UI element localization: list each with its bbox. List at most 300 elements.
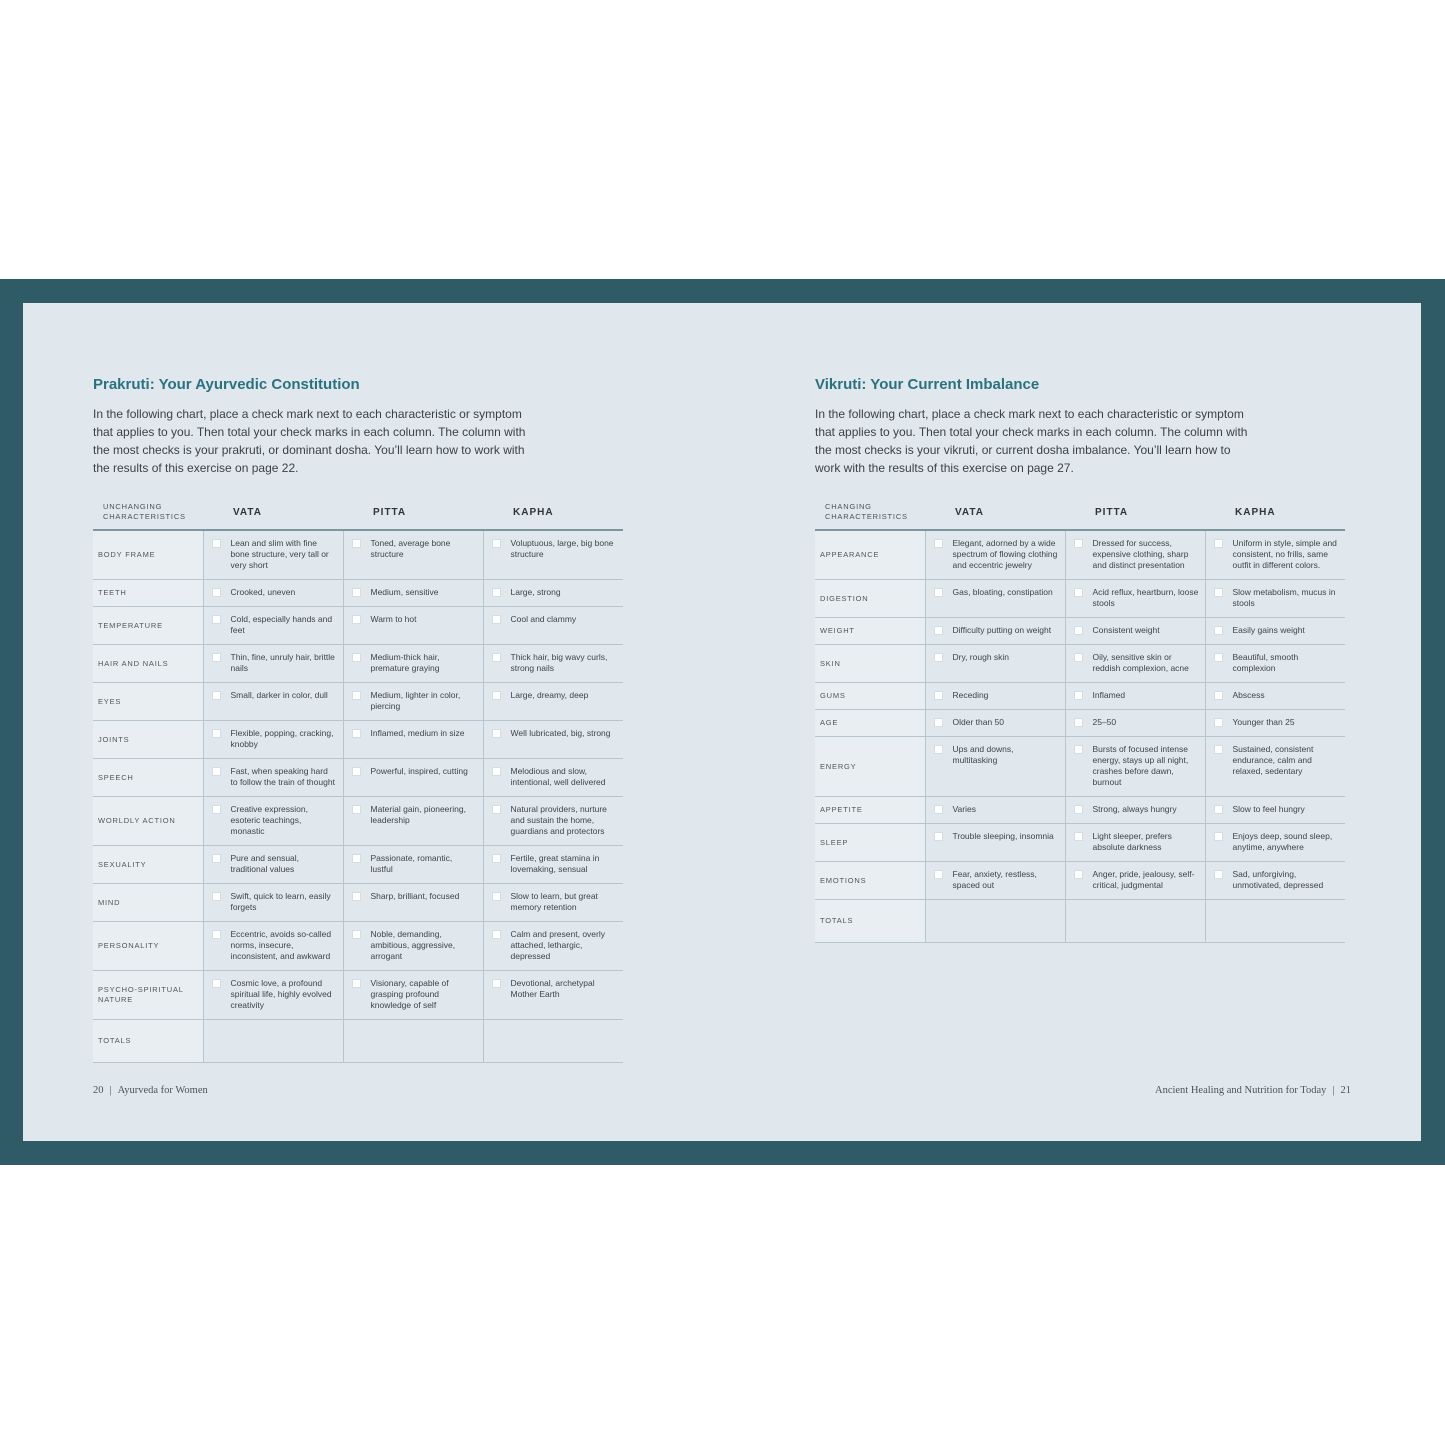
cell-vata [203,530,343,580]
characteristic-text: Inflamed, medium in size [370,728,465,738]
table-row [93,797,623,846]
cell-content [1074,538,1199,571]
characteristic-text: Creative expression, esoteric teachings, monastic [230,804,308,836]
cell-content [212,538,337,571]
table-row [815,618,1345,645]
cell-content [212,587,337,598]
table-body [815,530,1345,943]
table-row [815,683,1345,710]
checkbox[interactable] [352,767,361,776]
checkbox[interactable] [352,854,361,863]
checkbox[interactable] [352,805,361,814]
characteristic-text: Sustained, consistent endurance, calm and relaxed, sedentary [1232,744,1314,776]
checkbox[interactable] [352,691,361,700]
checkbox[interactable] [934,588,943,597]
column-header-kapha: KAPHA [1205,495,1345,530]
cell-kapha [1205,710,1345,737]
checkbox[interactable] [212,729,221,738]
cell-content [212,804,337,837]
checkbox[interactable] [492,979,501,988]
checkbox[interactable] [492,539,501,548]
page-number: 21 [1340,1085,1351,1096]
characteristic-text: Powerful, inspired, cutting [370,766,468,776]
cell-vata [925,797,1065,824]
row-label: APPEARANCE [815,530,925,580]
cell-pitta [343,645,483,683]
characteristic-text: Melodious and slow, intentional, well delivered [510,766,606,787]
cell-vata [925,824,1065,862]
row-label: TEMPERATURE [93,607,203,645]
cell-vata [925,618,1065,645]
characteristic-text: Thin, fine, unruly hair, brittle nails [230,652,335,673]
row-label: WEIGHT [815,618,925,645]
characteristic-text: Pure and sensual, traditional values [230,853,300,874]
cell-content [212,728,337,750]
checkbox[interactable] [1074,870,1083,879]
checkbox[interactable] [1214,718,1223,727]
characteristic-text: Acid reflux, heartburn, loose stools [1092,587,1199,608]
characteristic-text: Receding [952,690,989,700]
totals-row [93,1020,623,1063]
cell-pitta [343,922,483,971]
cell-content [934,869,1059,891]
cell-vata [925,862,1065,900]
cell-content [492,804,618,837]
intro-paragraph: In the following chart, place a check mark next to each characteristic or symptom that applies to you. Then total your check marks in each column. The column with the most checks is your prakruti, or dominant dosha. You’ll learn how to work with the results of this exercise on page 22. [93,407,526,475]
checkbox[interactable] [1214,653,1223,662]
cell-pitta [1065,530,1205,580]
checkbox[interactable] [212,854,221,863]
row-label: TEETH [93,580,203,607]
checkbox[interactable] [934,626,943,635]
checkbox[interactable] [1074,539,1083,548]
checkbox[interactable] [212,767,221,776]
checkbox[interactable] [1214,626,1223,635]
characteristic-text: Calm and present, overly attached, lethargic, depressed [510,929,605,961]
cell-content [1074,690,1199,701]
table-row [93,922,623,971]
cell-vata [203,846,343,884]
checkbox[interactable] [492,615,501,624]
totals-cell-pitta[interactable] [343,1020,483,1063]
checkbox[interactable] [1074,805,1083,814]
cell-content [212,891,337,913]
characteristic-text: Flexible, popping, cracking, knobby [230,728,334,749]
column-header-vata: VATA [203,495,343,530]
page-number: 20 [93,1085,104,1096]
cell-kapha [483,797,623,846]
characteristic-text: Eccentric, avoids so-called norms, insecure, inconsistent, and awkward [230,929,332,961]
cell-kapha [483,530,623,580]
checkbox[interactable] [1074,745,1083,754]
checkbox[interactable] [212,805,221,814]
characteristic-text: Fast, when speaking hard to follow the train of thought [230,766,335,787]
checkbox[interactable] [1214,691,1223,700]
row-label: BODY FRAME [93,530,203,580]
footer-separator: | [109,1085,112,1096]
checkbox[interactable] [352,588,361,597]
cell-vata [203,922,343,971]
checkbox[interactable] [492,767,501,776]
characteristic-text: Well lubricated, big, strong [510,728,611,738]
characteristic-text: Large, dreamy, deep [510,690,589,700]
checkbox[interactable] [212,930,221,939]
cell-content [1214,831,1340,853]
cell-content [1214,652,1340,674]
characteristic-text: Cosmic love, a profound spiritual life, highly evolved creativity [230,978,332,1010]
row-label: AGE [815,710,925,737]
checkbox[interactable] [934,870,943,879]
checkbox[interactable] [1074,691,1083,700]
row-label: EMOTIONS [815,862,925,900]
checkbox[interactable] [1074,718,1083,727]
row-label: MIND [93,884,203,922]
table-row [815,580,1345,618]
cell-content [352,978,477,1011]
characteristic-text: Gas, bloating, constipation [952,587,1053,597]
cell-content [934,625,1059,636]
characteristic-text: Bursts of focused intense energy, stays up all night, crashes before dawn, burnout [1092,744,1189,787]
checkbox[interactable] [934,805,943,814]
cell-content [1074,625,1199,636]
cell-content [492,766,618,788]
characteristic-text: Easily gains weight [1232,625,1305,635]
characteristic-text: Difficulty putting on weight [952,625,1052,635]
checkbox[interactable] [1074,653,1083,662]
cell-content [1074,869,1199,891]
cell-content [352,766,477,777]
cell-kapha [483,607,623,645]
checkbox[interactable] [492,854,501,863]
checkbox[interactable] [492,588,501,597]
table-row [93,884,623,922]
cell-vata [203,645,343,683]
totals-cell-pitta[interactable] [1065,900,1205,943]
row-label: SPEECH [93,759,203,797]
characteristic-text: Slow to feel hungry [1232,804,1305,814]
checkbox[interactable] [352,729,361,738]
cell-content [1214,538,1340,571]
cell-pitta [1065,737,1205,797]
table-header-row [815,495,1345,530]
left-page-footer [93,1085,208,1096]
cell-kapha [1205,824,1345,862]
characteristic-text: Beautiful, smooth complexion [1232,652,1299,673]
row-header-label: UNCHANGING CHARACTERISTICS [93,495,203,530]
cell-content [212,978,337,1011]
checkbox[interactable] [934,745,943,754]
table-row [93,645,623,683]
checkbox[interactable] [352,539,361,548]
characteristic-text: Enjoys deep, sound sleep, anytime, anywhere [1232,831,1333,852]
totals-row [815,900,1345,943]
totals-cell-vata[interactable] [203,1020,343,1063]
characteristic-text: Strong, always hungry [1092,804,1177,814]
checkbox[interactable] [212,691,221,700]
table-row [93,759,623,797]
footer-separator: | [1332,1085,1335,1096]
characteristic-text: Natural providers, nurture and sustain the home, guardians and protectors [510,804,607,836]
checkbox[interactable] [492,930,501,939]
table-row [815,797,1345,824]
totals-cell-vata[interactable] [925,900,1065,943]
cell-pitta [1065,797,1205,824]
cell-pitta [343,884,483,922]
cell-content [352,728,477,739]
checkbox[interactable] [1074,588,1083,597]
characteristic-text: Anger, pride, jealousy, self-critical, judgmental [1092,869,1195,890]
totals-label: TOTALS [815,900,925,943]
checkbox[interactable] [352,979,361,988]
cell-content [1074,652,1199,674]
cell-content [1214,690,1340,701]
characteristic-text: Slow metabolism, mucus in stools [1232,587,1336,608]
checkbox[interactable] [492,691,501,700]
cell-content [352,587,477,598]
cell-content [934,690,1059,701]
totals-cell-kapha[interactable] [1205,900,1345,943]
cell-kapha [483,759,623,797]
characteristic-text: Material gain, pioneering, leadership [370,804,466,825]
cell-kapha [1205,683,1345,710]
checkbox[interactable] [934,718,943,727]
table-row [815,862,1345,900]
checkbox[interactable] [1214,805,1223,814]
cell-kapha [483,846,623,884]
cell-kapha [483,683,623,721]
cell-content [1074,717,1199,728]
cell-content [492,929,618,962]
row-label: APPETITE [815,797,925,824]
cell-pitta [1065,618,1205,645]
column-header-pitta: PITTA [1065,495,1205,530]
cell-content [352,538,477,560]
book-spread [23,303,1421,1141]
cell-content [492,614,618,625]
cell-kapha [483,721,623,759]
characteristic-text: Slow to learn, but great memory retention [510,891,598,912]
row-label: SEXUALITY [93,846,203,884]
cell-content [934,717,1059,728]
cell-kapha [1205,645,1345,683]
characteristic-text: Elegant, adorned by a wide spectrum of flowing clothing and eccentric jewelry [952,538,1058,570]
cell-pitta [343,721,483,759]
checkbox[interactable] [352,892,361,901]
cell-content [352,853,477,875]
checkbox[interactable] [212,615,221,624]
checkbox[interactable] [352,615,361,624]
table-row [93,580,623,607]
table-header-row [93,495,623,530]
cell-kapha [1205,530,1345,580]
cell-pitta [343,971,483,1020]
characteristic-text: Voluptuous, large, big bone structure [510,538,614,559]
row-label: DIGESTION [815,580,925,618]
cell-content [1214,744,1340,777]
characteristic-text: Medium, lighter in color, piercing [370,690,461,711]
cell-kapha [483,884,623,922]
table-row [815,645,1345,683]
totals-cell-kapha[interactable] [483,1020,623,1063]
checkbox[interactable] [1214,870,1223,879]
cell-vata [203,884,343,922]
cell-vata [925,530,1065,580]
cell-pitta [343,797,483,846]
checkbox[interactable] [1214,539,1223,548]
table-row [93,721,623,759]
characteristic-text: Ups and downs, multitasking [952,744,1014,765]
characteristic-text: Medium, sensitive [370,587,439,597]
checkbox[interactable] [1074,832,1083,841]
checkbox[interactable] [212,892,221,901]
table-row [93,530,623,580]
cell-vata [925,683,1065,710]
row-header-label: CHANGING CHARACTERISTICS [815,495,925,530]
table-row [93,683,623,721]
characteristic-text: Dressed for success, expensive clothing, sharp and distinct presentation [1092,538,1189,570]
table-body [93,530,623,1063]
column-header-vata: VATA [925,495,1065,530]
cell-pitta [343,530,483,580]
cell-kapha [483,922,623,971]
cell-pitta [1065,824,1205,862]
cell-vata [203,797,343,846]
page-title: Prakruti: Your Ayurvedic Constitution [93,376,360,393]
cell-vata [203,759,343,797]
cell-pitta [343,683,483,721]
cell-content [352,614,477,625]
cell-kapha [1205,737,1345,797]
table-row [815,737,1345,797]
characteristic-text: Devotional, archetypal Mother Earth [510,978,595,999]
checkbox[interactable] [934,653,943,662]
cell-pitta [1065,710,1205,737]
characteristic-text: Oily, sensitive skin or reddish complexion, acne [1092,652,1189,673]
cell-kapha [483,645,623,683]
checkbox[interactable] [492,653,501,662]
checkbox[interactable] [934,539,943,548]
row-label: SLEEP [815,824,925,862]
cell-kapha [483,971,623,1020]
column-header-kapha: KAPHA [483,495,623,530]
row-label: HAIR AND NAILS [93,645,203,683]
cell-kapha [1205,862,1345,900]
cell-content [1074,804,1199,815]
cell-vata [203,607,343,645]
checkbox[interactable] [492,729,501,738]
checkbox[interactable] [1074,626,1083,635]
cell-vata [203,683,343,721]
cell-content [934,587,1059,598]
characteristic-text: Visionary, capable of grasping profound knowledge of self [370,978,449,1010]
characteristic-text: Passionate, romantic, lustful [370,853,453,874]
cell-vata [203,580,343,607]
characteristic-text: Abscess [1232,690,1265,700]
page-title: Vikruti: Your Current Imbalance [815,376,1040,393]
intro-paragraph: In the following chart, place a check mark next to each characteristic or symptom that applies to you. Then total your check marks in each column. The column with the most checks is your vikruti, or current dosha imbalance. You’ll learn how to work with the results of this exercise on page 27. [815,407,1248,475]
characteristic-text: Cold, especially hands and feet [230,614,333,635]
cell-content [934,652,1059,663]
characteristic-text: Fertile, great stamina in lovemaking, sensual [510,853,600,874]
cell-content [492,853,618,875]
cell-content [1214,869,1340,891]
characteristic-text: Dry, rough skin [952,652,1010,662]
checkbox[interactable] [352,930,361,939]
checkbox[interactable] [492,805,501,814]
cell-pitta [1065,683,1205,710]
cell-content [1214,587,1340,609]
cell-content [1074,831,1199,853]
characteristic-text: Large, strong [510,587,561,597]
cell-content [352,804,477,826]
right-page-footer [1155,1085,1351,1096]
characteristic-text: Sharp, brilliant, focused [370,891,460,901]
row-label: WORLDLY ACTION [93,797,203,846]
characteristic-text: Varies [952,804,976,814]
running-title: Ancient Healing and Nutrition for Today [1154,1085,1327,1096]
cell-vata [203,971,343,1020]
checkbox[interactable] [1214,832,1223,841]
checkbox[interactable] [934,832,943,841]
cell-content [934,804,1059,815]
characteristic-text: Toned, average bone structure [370,538,451,559]
cell-content [492,538,618,560]
characteristic-text: Noble, demanding, ambitious, aggressive, arrogant [370,929,456,961]
cell-content [492,891,618,913]
cell-content [1214,717,1340,728]
cell-content [212,853,337,875]
characteristic-text: Sad, unforgiving, unmotivated, depressed [1232,869,1324,890]
checkbox[interactable] [212,979,221,988]
cell-content [212,690,337,701]
cell-content [212,766,337,788]
cell-content [1214,625,1340,636]
cell-pitta [343,846,483,884]
characteristic-text: Light sleeper, prefers absolute darkness [1092,831,1172,852]
characteristic-text: Older than 50 [952,717,1005,727]
cell-content [934,538,1059,571]
checkbox[interactable] [352,653,361,662]
cell-content [934,744,1059,766]
cell-content [212,929,337,962]
characteristic-text: Inflamed [1092,690,1126,700]
checkbox[interactable] [1214,588,1223,597]
characteristic-text: Fear, anxiety, restless, spaced out [952,869,1037,890]
cell-content [352,891,477,902]
vikruti-table [815,495,1345,943]
cell-content [934,831,1059,842]
cell-pitta [343,580,483,607]
cell-kapha [1205,797,1345,824]
checkbox[interactable] [1214,745,1223,754]
cell-content [352,652,477,674]
checkbox[interactable] [492,892,501,901]
row-label: SKIN [815,645,925,683]
column-header-pitta: PITTA [343,495,483,530]
cell-content [1214,804,1340,815]
cell-content [352,690,477,712]
checkbox[interactable] [212,653,221,662]
characteristic-text: Crooked, uneven [230,587,296,597]
cell-vata [925,645,1065,683]
totals-label: TOTALS [93,1020,203,1063]
checkbox[interactable] [934,691,943,700]
checkbox[interactable] [212,588,221,597]
cell-pitta [1065,580,1205,618]
checkbox[interactable] [212,539,221,548]
characteristic-text: Swift, quick to learn, easily forgets [230,891,331,912]
table-row [815,824,1345,862]
